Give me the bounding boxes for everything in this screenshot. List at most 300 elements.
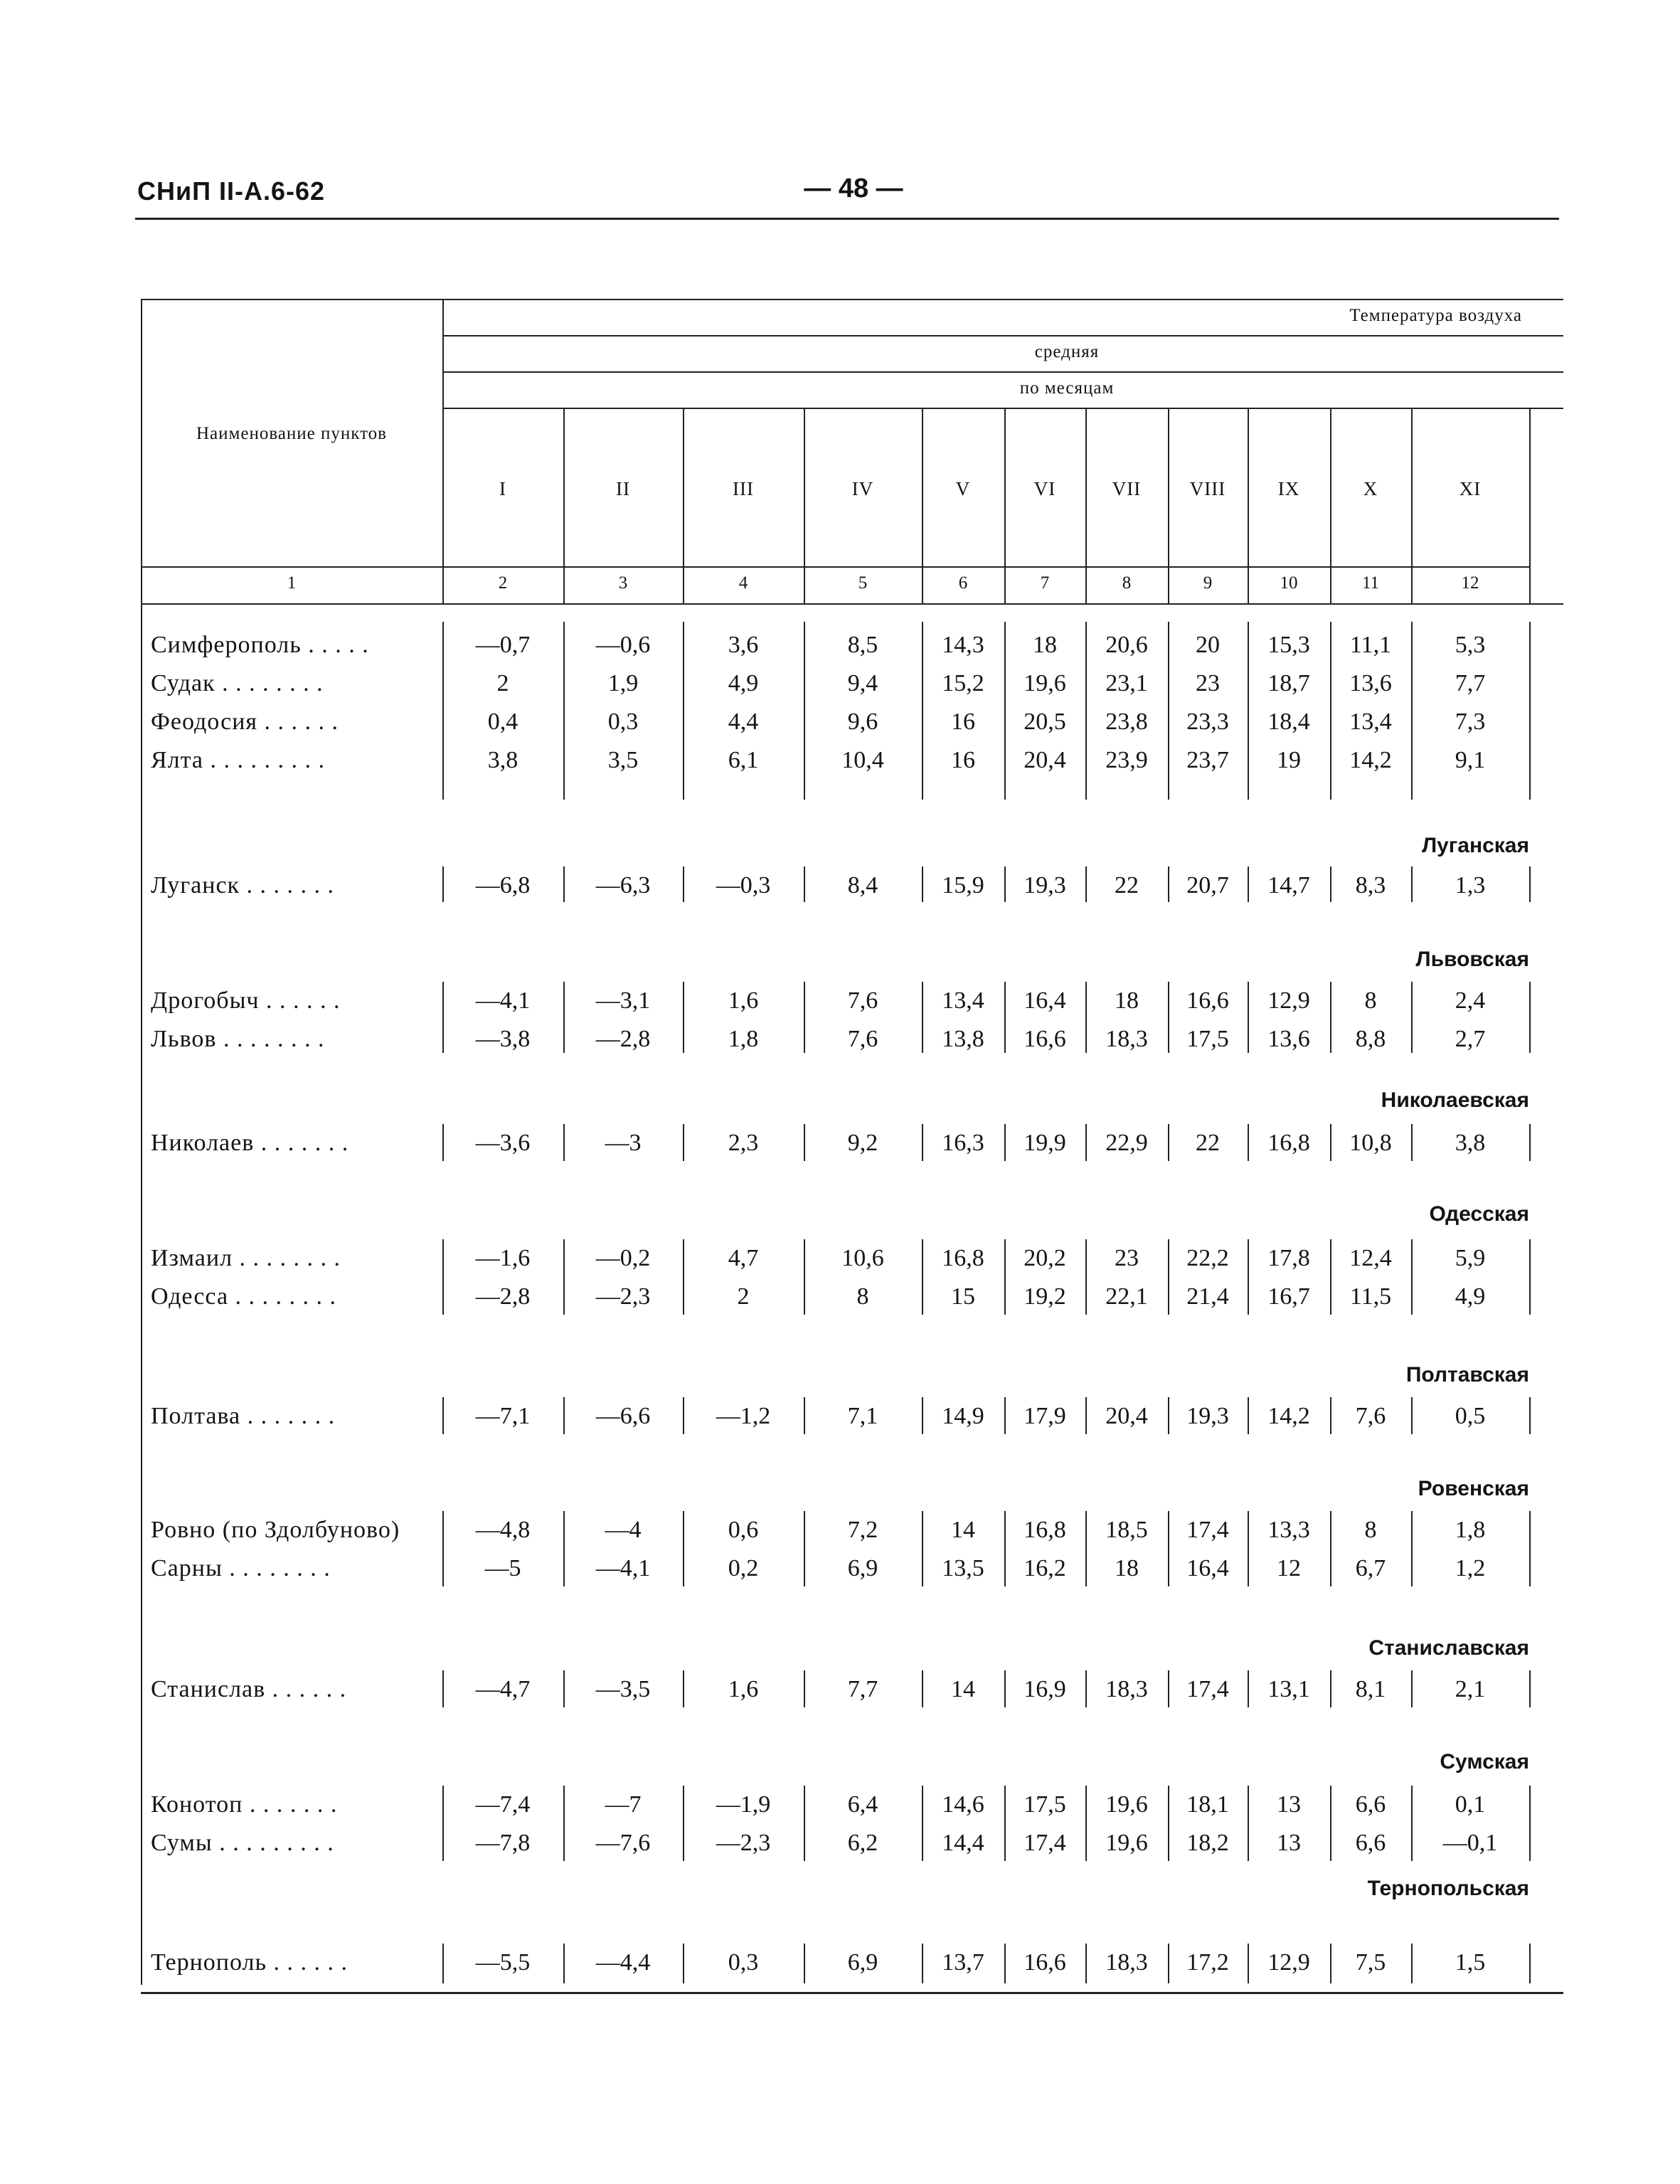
temperature-value: 7,6 <box>847 987 878 1014</box>
cell-divider <box>563 1239 565 1315</box>
cell-divider <box>1168 1239 1169 1315</box>
cell-divider <box>922 1124 923 1161</box>
cell-divider <box>804 1511 805 1586</box>
temperature-value: 16,6 <box>1024 1949 1066 1976</box>
region-heading: Луганская <box>1422 834 1529 857</box>
temperature-value: —1,2 <box>716 1403 771 1429</box>
temperature-value: 23 <box>1196 670 1220 696</box>
station-name: Луганск . . . . . . . <box>151 872 335 898</box>
temperature-value: 19,3 <box>1186 1403 1229 1429</box>
temperature-value: 14,7 <box>1267 872 1310 898</box>
station-name: Львов . . . . . . . . <box>151 1026 325 1052</box>
cell-divider <box>1085 866 1087 902</box>
header-column-number: 6 <box>958 573 968 593</box>
cell-divider <box>804 1397 805 1434</box>
cell-divider <box>442 1670 444 1707</box>
region-heading: Львовская <box>1415 948 1529 971</box>
region-heading: Полтавская <box>1405 1363 1529 1387</box>
header-divider-right <box>1529 408 1531 603</box>
header-month: II <box>616 478 630 499</box>
header-column-number: 5 <box>858 573 868 593</box>
temperature-value: 1,2 <box>1455 1555 1486 1581</box>
cell-divider <box>1330 866 1331 902</box>
temperature-value: 9,2 <box>847 1130 878 1156</box>
temperature-value: 7,6 <box>1355 1403 1386 1429</box>
temperature-value: —3,6 <box>475 1130 531 1156</box>
temperature-value: 4,4 <box>728 709 759 735</box>
temperature-value: 4,7 <box>728 1245 759 1271</box>
header-month: V <box>955 478 971 499</box>
header-column-number: 10 <box>1280 573 1298 593</box>
cell-divider <box>1248 1511 1249 1586</box>
temperature-value: 10,6 <box>841 1245 884 1271</box>
temperature-value: 9,6 <box>847 709 878 735</box>
temperature-value: 2,3 <box>728 1130 759 1156</box>
temperature-value: 23,9 <box>1105 747 1148 773</box>
temperature-value: —5 <box>484 1555 521 1581</box>
cell-divider <box>1411 982 1413 1053</box>
station-name: Феодосия . . . . . . <box>151 709 339 735</box>
temperature-value: 7,2 <box>847 1517 878 1543</box>
temperature-value: 8,4 <box>847 872 878 898</box>
temperature-value: 10,8 <box>1349 1130 1392 1156</box>
cell-divider <box>1411 1397 1413 1434</box>
station-name: Николаев . . . . . . . <box>151 1130 349 1156</box>
temperature-value: 18,3 <box>1105 1026 1148 1052</box>
station-name: Симферополь . . . . . <box>151 632 369 658</box>
header-divider-name <box>442 299 444 603</box>
temperature-value: 13,8 <box>942 1026 984 1052</box>
temperature-value: 14,9 <box>942 1403 984 1429</box>
temperature-value: —5,5 <box>475 1949 531 1976</box>
temperature-value: 11,5 <box>1349 1283 1392 1310</box>
cell-divider <box>442 1124 444 1161</box>
temperature-value: 0,6 <box>728 1517 759 1543</box>
temperature-value: —6,6 <box>595 1403 651 1429</box>
cell-divider <box>1330 982 1331 1053</box>
temperature-value: 8 <box>1364 987 1377 1014</box>
header-column-number: 12 <box>1461 573 1479 593</box>
temperature-value: 1,3 <box>1455 872 1486 898</box>
temperature-value: 13,7 <box>942 1949 984 1976</box>
cell-divider <box>1411 1511 1413 1586</box>
temperature-value: 16,2 <box>1024 1555 1066 1581</box>
temperature-value: 14,2 <box>1267 1403 1310 1429</box>
temperature-value: 6,1 <box>728 747 759 773</box>
temperature-value: 15,9 <box>942 872 984 898</box>
header-group-title: Температура воздуха <box>1349 306 1522 325</box>
temperature-value: 20,5 <box>1024 709 1066 735</box>
header-month: IX <box>1277 478 1300 499</box>
temperature-value: 19,2 <box>1024 1283 1066 1310</box>
temperature-value: 5,9 <box>1455 1245 1486 1271</box>
header-name-column: Наименование пунктов <box>196 424 387 443</box>
cell-divider <box>683 1239 684 1315</box>
header-column-number: 8 <box>1122 573 1132 593</box>
cell-divider <box>1004 1944 1006 1983</box>
region-heading: Николаевская <box>1381 1088 1529 1112</box>
temperature-value: —0,6 <box>595 632 651 658</box>
cell-divider <box>1248 1124 1249 1161</box>
temperature-value: 0,1 <box>1455 1791 1486 1818</box>
temperature-value: 20,4 <box>1105 1403 1148 1429</box>
temperature-value: 6,6 <box>1355 1830 1386 1856</box>
header-sub-subgroup-title: по месяцам <box>1019 378 1115 398</box>
temperature-value: —0,3 <box>716 872 771 898</box>
document-code: СНиП II-А.6-62 <box>137 176 326 206</box>
header-month: III <box>733 478 754 499</box>
temperature-value: 16,4 <box>1186 1555 1229 1581</box>
temperature-value: 16,6 <box>1186 987 1229 1014</box>
temperature-value: 7,5 <box>1355 1949 1386 1976</box>
header-column-number: 3 <box>618 573 628 593</box>
temperature-value: 12,9 <box>1267 1949 1310 1976</box>
temperature-value: 20,4 <box>1024 747 1066 773</box>
cell-divider-right <box>1529 1124 1531 1161</box>
temperature-value: 17,8 <box>1267 1245 1310 1271</box>
temperature-value: 23,1 <box>1105 670 1148 696</box>
temperature-value: 0,5 <box>1455 1403 1486 1429</box>
temperature-value: 0,3 <box>607 709 639 735</box>
temperature-value: 15,2 <box>942 670 984 696</box>
cell-divider <box>1085 1239 1087 1315</box>
cell-divider <box>1004 982 1006 1053</box>
temperature-value: 13,6 <box>1267 1026 1310 1052</box>
temperature-value: 16 <box>951 747 975 773</box>
temperature-value: 2,1 <box>1455 1676 1486 1702</box>
temperature-value: 19,3 <box>1024 872 1066 898</box>
cell-divider <box>1085 622 1087 800</box>
temperature-value: —4,1 <box>475 987 531 1014</box>
cell-divider <box>1085 982 1087 1053</box>
cell-divider <box>683 622 684 800</box>
temperature-value: 19,6 <box>1105 1830 1148 1856</box>
page-number: — 48 — <box>804 174 903 203</box>
cell-divider <box>683 982 684 1053</box>
cell-divider-right <box>1529 1397 1531 1434</box>
cell-divider <box>1004 1786 1006 1861</box>
cell-divider <box>1411 1239 1413 1315</box>
cell-divider <box>1248 622 1249 800</box>
cell-divider-right <box>1529 1786 1531 1861</box>
cell-divider <box>1004 1239 1006 1315</box>
temperature-value: 20,2 <box>1024 1245 1066 1271</box>
cell-divider <box>1085 1670 1087 1707</box>
header-month: VIII <box>1189 478 1226 499</box>
temperature-value: 8,3 <box>1355 872 1386 898</box>
header-month: IV <box>851 478 874 499</box>
cell-divider <box>442 622 444 800</box>
cell-divider <box>1085 1786 1087 1861</box>
cell-divider <box>922 866 923 902</box>
temperature-value: 18,3 <box>1105 1676 1148 1702</box>
temperature-value: 2 <box>737 1283 750 1310</box>
temperature-value: 16,8 <box>1267 1130 1310 1156</box>
station-name: Станислав . . . . . . <box>151 1676 347 1702</box>
temperature-value: —2,3 <box>716 1830 771 1856</box>
temperature-value: 13 <box>1277 1791 1301 1818</box>
cell-divider <box>1330 1670 1331 1707</box>
cell-divider <box>1004 1670 1006 1707</box>
temperature-value: 6,6 <box>1355 1791 1386 1818</box>
cell-divider-right <box>1529 982 1531 1053</box>
cell-divider <box>922 1944 923 1983</box>
temperature-value: 15 <box>951 1283 975 1310</box>
region-heading: Станиславская <box>1368 1636 1529 1660</box>
cell-divider <box>683 1670 684 1707</box>
cell-divider <box>922 1239 923 1315</box>
temperature-value: 22,2 <box>1186 1245 1229 1271</box>
temperature-value: 19,6 <box>1024 670 1066 696</box>
temperature-value: 18,3 <box>1105 1949 1148 1976</box>
temperature-value: 16,7 <box>1267 1283 1310 1310</box>
temperature-value: 16,9 <box>1024 1676 1066 1702</box>
temperature-value: —6,8 <box>475 872 531 898</box>
temperature-value: 20 <box>1196 632 1220 658</box>
temperature-value: 13 <box>1277 1830 1301 1856</box>
temperature-value: —6,3 <box>595 872 651 898</box>
header-subgroup-title: средняя <box>1034 342 1100 361</box>
cell-divider <box>563 1786 565 1861</box>
cell-divider <box>1411 1786 1413 1861</box>
temperature-value: 16 <box>951 709 975 735</box>
cell-divider <box>1248 1239 1249 1315</box>
temperature-value: 3,8 <box>1455 1130 1486 1156</box>
cell-divider <box>922 1786 923 1861</box>
cell-divider <box>1168 1511 1169 1586</box>
cell-divider <box>1330 1239 1331 1315</box>
temperature-value: 8,5 <box>847 632 878 658</box>
station-name: Ровно (по Здолбуново) <box>151 1517 400 1543</box>
temperature-value: 18,1 <box>1186 1791 1229 1818</box>
cell-divider <box>563 1944 565 1983</box>
cell-divider <box>1168 1670 1169 1707</box>
cell-divider <box>1330 1511 1331 1586</box>
temperature-value: —0,7 <box>475 632 531 658</box>
temperature-value: —7 <box>605 1791 642 1818</box>
cell-divider <box>1330 622 1331 800</box>
cell-divider <box>1411 1944 1413 1983</box>
cell-divider <box>683 1944 684 1983</box>
temperature-value: 13,1 <box>1267 1676 1310 1702</box>
temperature-value: —4 <box>605 1517 642 1543</box>
temperature-value: 9,1 <box>1455 747 1486 773</box>
cell-divider <box>1085 1124 1087 1161</box>
cell-divider <box>1004 1511 1006 1586</box>
temperature-value: 13,3 <box>1267 1517 1310 1543</box>
temperature-value: —1,9 <box>716 1791 771 1818</box>
cell-divider <box>683 866 684 902</box>
cell-divider <box>1168 1397 1169 1434</box>
cell-divider <box>922 1670 923 1707</box>
station-name: Конотоп . . . . . . . <box>151 1791 338 1818</box>
cell-divider <box>442 1397 444 1434</box>
temperature-value: 13,4 <box>942 987 984 1014</box>
temperature-value: 22,9 <box>1105 1130 1148 1156</box>
temperature-value: 22 <box>1115 872 1139 898</box>
cell-divider-right <box>1529 1944 1531 1983</box>
cell-divider <box>1411 866 1413 902</box>
cell-divider <box>1004 622 1006 800</box>
cell-divider-right <box>1529 1239 1531 1315</box>
temperature-value: —7,6 <box>595 1830 651 1856</box>
temperature-value: —2,8 <box>475 1283 531 1310</box>
temperature-value: 16,8 <box>942 1245 984 1271</box>
temperature-value: 9,4 <box>847 670 878 696</box>
cell-divider <box>1248 982 1249 1053</box>
header-bottom-rule <box>141 603 1563 605</box>
temperature-value: —4,4 <box>595 1949 651 1976</box>
cell-divider <box>563 1511 565 1586</box>
cell-divider <box>1248 1786 1249 1861</box>
temperature-value: 14,3 <box>942 632 984 658</box>
header-column-number: 11 <box>1361 573 1380 593</box>
temperature-value: —7,1 <box>475 1403 531 1429</box>
station-name: Судак . . . . . . . . <box>151 670 324 696</box>
temperature-value: 6,9 <box>847 1555 878 1581</box>
temperature-value: 16,3 <box>942 1130 984 1156</box>
cell-divider <box>804 1670 805 1707</box>
table-left-border <box>141 299 142 1985</box>
temperature-value: —4,8 <box>475 1517 531 1543</box>
temperature-value: —2,8 <box>595 1026 651 1052</box>
cell-divider <box>1330 1944 1331 1983</box>
temperature-value: 3,5 <box>607 747 639 773</box>
region-heading: Сумская <box>1440 1750 1529 1774</box>
temperature-value: 4,9 <box>1455 1283 1486 1310</box>
temperature-value: 4,9 <box>728 670 759 696</box>
temperature-value: 3,6 <box>728 632 759 658</box>
table-top-rule <box>141 299 1563 300</box>
cell-divider <box>804 1124 805 1161</box>
temperature-value: 22 <box>1196 1130 1220 1156</box>
temperature-value: 7,7 <box>1455 670 1486 696</box>
cell-divider <box>922 1511 923 1586</box>
temperature-value: 11,1 <box>1349 632 1392 658</box>
station-name: Сумы . . . . . . . . . <box>151 1830 334 1856</box>
temperature-value: 18 <box>1115 987 1139 1014</box>
temperature-value: 14,2 <box>1349 747 1392 773</box>
temperature-value: 14,4 <box>942 1830 984 1856</box>
cell-divider <box>1330 1397 1331 1434</box>
temperature-value: 13,6 <box>1349 670 1392 696</box>
cell-divider <box>804 1944 805 1983</box>
temperature-value: 19,9 <box>1024 1130 1066 1156</box>
temperature-value: 18,5 <box>1105 1517 1148 1543</box>
cell-divider <box>1085 1944 1087 1983</box>
temperature-value: —3,8 <box>475 1026 531 1052</box>
temperature-value: 17,5 <box>1186 1026 1229 1052</box>
temperature-value: 15,3 <box>1267 632 1310 658</box>
temperature-value: 2,7 <box>1455 1026 1486 1052</box>
cell-divider <box>1168 1944 1169 1983</box>
header-column-number: 4 <box>738 573 748 593</box>
table-bottom-rule <box>141 1992 1563 1994</box>
cell-divider-right <box>1529 622 1531 800</box>
temperature-value: —1,6 <box>475 1245 531 1271</box>
temperature-value: —0,1 <box>1442 1830 1498 1856</box>
temperature-value: 12,4 <box>1349 1245 1392 1271</box>
temperature-value: 23,7 <box>1186 747 1229 773</box>
cell-divider <box>563 622 565 800</box>
cell-divider <box>1330 1786 1331 1861</box>
temperature-value: 17,2 <box>1186 1949 1229 1976</box>
temperature-value: 16,8 <box>1024 1517 1066 1543</box>
header-rule-numbers <box>141 566 1529 568</box>
temperature-value: 2 <box>496 670 509 696</box>
temperature-value: —3 <box>605 1130 642 1156</box>
cell-divider <box>442 1786 444 1861</box>
temperature-value: 6,9 <box>847 1949 878 1976</box>
temperature-value: 1,6 <box>728 987 759 1014</box>
cell-divider <box>1248 1397 1249 1434</box>
cell-divider <box>922 982 923 1053</box>
header-column-number: 9 <box>1203 573 1213 593</box>
cell-divider <box>442 1511 444 1586</box>
temperature-value: 17,5 <box>1024 1791 1066 1818</box>
temperature-value: 19 <box>1277 747 1301 773</box>
temperature-value: 7,3 <box>1455 709 1486 735</box>
station-name: Ялта . . . . . . . . . <box>151 747 326 773</box>
temperature-value: 0,2 <box>728 1555 759 1581</box>
cell-divider <box>804 1239 805 1315</box>
temperature-value: 7,1 <box>847 1403 878 1429</box>
cell-divider <box>1085 1397 1087 1434</box>
cell-divider <box>442 866 444 902</box>
temperature-value: 1,5 <box>1455 1949 1486 1976</box>
temperature-value: 18,4 <box>1267 709 1310 735</box>
header-column-number: 1 <box>287 573 297 593</box>
temperature-value: 16,4 <box>1024 987 1066 1014</box>
temperature-value: 14 <box>951 1676 975 1702</box>
temperature-value: 0,3 <box>728 1949 759 1976</box>
temperature-value: 16,6 <box>1024 1026 1066 1052</box>
header-month: VI <box>1033 478 1056 499</box>
temperature-value: 5,3 <box>1455 632 1486 658</box>
temperature-value: 8,1 <box>1355 1676 1386 1702</box>
cell-divider <box>1411 622 1413 800</box>
cell-divider-right <box>1529 1511 1531 1586</box>
temperature-value: 1,9 <box>607 670 639 696</box>
temperature-value: 21,4 <box>1186 1283 1229 1310</box>
cell-divider <box>804 866 805 902</box>
cell-divider <box>804 982 805 1053</box>
cell-divider <box>563 866 565 902</box>
temperature-value: 2,4 <box>1455 987 1486 1014</box>
region-heading: Ровенская <box>1418 1477 1529 1500</box>
temperature-value: 19,6 <box>1105 1791 1148 1818</box>
temperature-value: 12,9 <box>1267 987 1310 1014</box>
cell-divider <box>1248 1670 1249 1707</box>
temperature-value: —7,8 <box>475 1830 531 1856</box>
cell-divider <box>1085 1511 1087 1586</box>
temperature-value: —7,4 <box>475 1791 531 1818</box>
temperature-value: 7,7 <box>847 1676 878 1702</box>
cell-divider <box>1168 982 1169 1053</box>
header-month: I <box>499 478 506 499</box>
temperature-value: 20,7 <box>1186 872 1229 898</box>
cell-divider <box>1168 1786 1169 1861</box>
temperature-value: 14 <box>951 1517 975 1543</box>
region-heading: Одесская <box>1429 1202 1529 1226</box>
temperature-value: 6,4 <box>847 1791 878 1818</box>
cell-divider <box>1248 866 1249 902</box>
cell-divider <box>1168 622 1169 800</box>
temperature-value: 10,4 <box>841 747 884 773</box>
header-column-number: 7 <box>1040 573 1050 593</box>
cell-divider <box>1248 1944 1249 1983</box>
temperature-value: 23,3 <box>1186 709 1229 735</box>
